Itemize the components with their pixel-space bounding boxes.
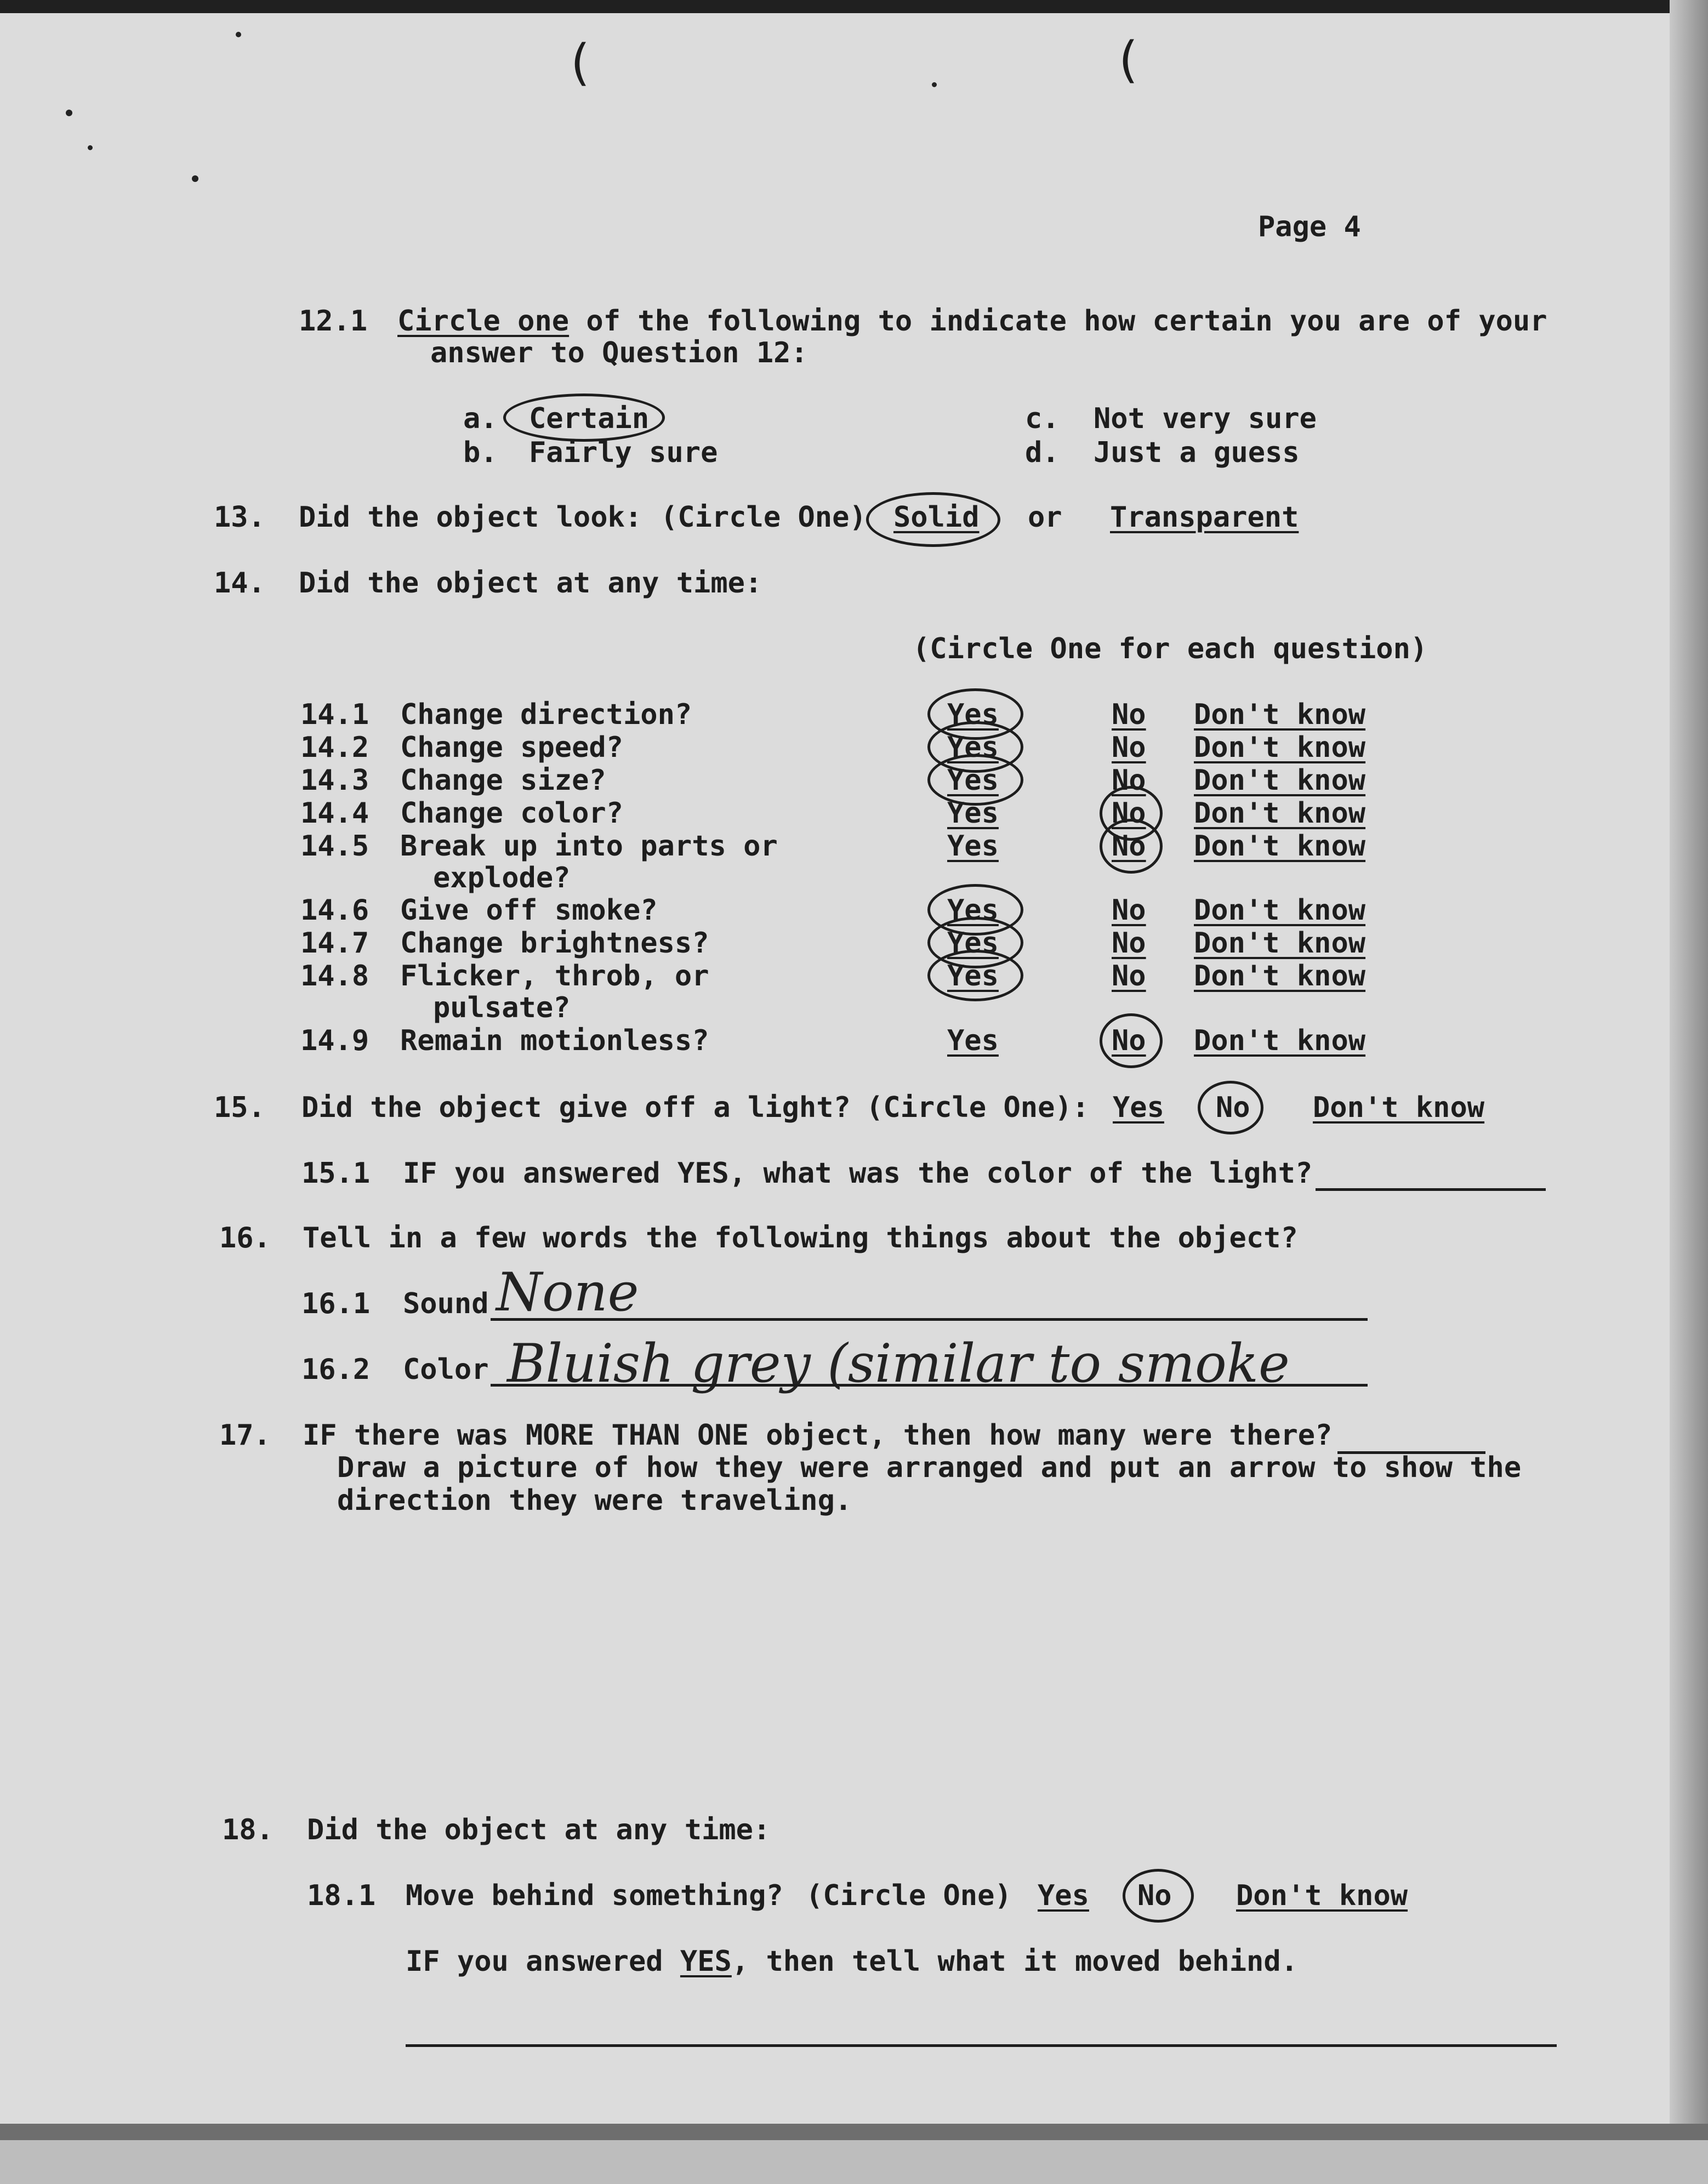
- q14-row-option-no[interactable]: No: [1112, 927, 1146, 960]
- q14-row-option-dont-know[interactable]: Don't know: [1194, 797, 1366, 830]
- q18-followup-prefix: IF you answered: [406, 1945, 680, 1978]
- q16-1-number: 16.1: [301, 1287, 371, 1320]
- q14-row-number: 14.7: [300, 927, 369, 960]
- q13-option-solid[interactable]: Solid: [893, 501, 980, 534]
- q12-1-option-b-letter: b.: [463, 436, 498, 469]
- q15-option-no[interactable]: No: [1216, 1091, 1250, 1124]
- q18-number: 18.: [222, 1814, 274, 1846]
- q14-row-number: 14.9: [300, 1024, 369, 1057]
- q14-instruction: (Circle One for each question): [913, 632, 1428, 665]
- q15-option-yes[interactable]: Yes: [1113, 1091, 1164, 1124]
- scan-border-bottom: [0, 2140, 1708, 2184]
- scan-border-right: [1670, 0, 1708, 2184]
- scan-speck: [66, 110, 72, 116]
- punch-mark-left: (: [565, 34, 595, 92]
- q16-number: 16.: [219, 1222, 271, 1254]
- q14-row-selection-circle: [927, 950, 1023, 1001]
- q17-drawing-area[interactable]: [301, 1529, 1535, 1787]
- q14-row-option-dont-know[interactable]: Don't know: [1194, 1024, 1366, 1057]
- q13-number: 13.: [214, 501, 265, 534]
- q12-1-number: 12.1: [299, 305, 368, 338]
- q14-row-number: 14.8: [300, 960, 369, 993]
- q14-row-label: Remain motionless?: [400, 1024, 709, 1057]
- q14-row-option-yes[interactable]: Yes: [947, 764, 999, 797]
- q14-row-selection-circle: [1100, 819, 1163, 874]
- q15-number: 15.: [214, 1091, 265, 1124]
- q14-row-option-no[interactable]: No: [1112, 764, 1146, 797]
- q14-row-option-dont-know[interactable]: Don't know: [1194, 764, 1366, 797]
- q14-row-label: Change speed?: [400, 731, 623, 764]
- q18-1-question: Move behind something?: [406, 1879, 783, 1912]
- q15-1-answer-line[interactable]: [1316, 1188, 1546, 1191]
- q14-row-number: 14.1: [300, 698, 369, 731]
- q18-answer-line[interactable]: [406, 2044, 1557, 2047]
- q18-1-number: 18.1: [307, 1879, 376, 1912]
- q14-row-option-yes[interactable]: Yes: [947, 927, 999, 960]
- q14-row-label: Give off smoke?: [400, 894, 658, 927]
- q14-row-number: 14.3: [300, 764, 369, 797]
- q14-row-option-no[interactable]: No: [1112, 960, 1146, 993]
- q14-row-option-yes[interactable]: Yes: [947, 894, 999, 927]
- q17-line2: Draw a picture of how they were arranged and put an arrow to show the: [337, 1451, 1522, 1484]
- scan-speck: [192, 175, 198, 182]
- q14-row-option-no[interactable]: No: [1112, 894, 1146, 927]
- q16-1-handwritten-answer: None: [496, 1262, 639, 1323]
- q14-row-option-dont-know[interactable]: Don't know: [1194, 927, 1366, 960]
- q16-2-label: Color: [403, 1353, 489, 1386]
- scan-border-top: [0, 0, 1708, 13]
- q18-1-option-no[interactable]: No: [1137, 1879, 1172, 1912]
- q15-1-question: IF you answered YES, what was the color of the light?: [403, 1157, 1313, 1190]
- q12-1-option-d-letter: d.: [1025, 436, 1060, 469]
- q14-row-option-no[interactable]: No: [1112, 1024, 1146, 1057]
- q14-row-option-no[interactable]: No: [1112, 698, 1146, 731]
- q15-selection-circle: [1198, 1081, 1263, 1134]
- q13-option-transparent[interactable]: Transparent: [1110, 501, 1299, 534]
- q14-row-label: Change size?: [400, 764, 606, 797]
- q12-1-circle-one: Circle one: [397, 305, 570, 338]
- q14-row-option-no[interactable]: No: [1112, 797, 1146, 830]
- q12-1-selection-circle: [503, 394, 665, 442]
- q16-1-answer-line[interactable]: [491, 1318, 1368, 1321]
- q12-1-option-a[interactable]: Certain: [529, 402, 650, 435]
- q14-row-label: Change color?: [400, 797, 623, 830]
- q16-2-answer-line[interactable]: [491, 1384, 1368, 1387]
- q12-1-question-rest: of the following to indicate how certain you are of your: [569, 305, 1547, 338]
- q14-row-option-yes[interactable]: Yes: [947, 797, 999, 830]
- q12-1-option-b[interactable]: Fairly sure: [529, 436, 718, 469]
- q14-row-option-dont-know[interactable]: Don't know: [1194, 960, 1366, 993]
- q14-row-label: Change direction?: [400, 698, 692, 731]
- q13-instruction: (Circle One): [661, 501, 867, 534]
- q14-question: Did the object at any time:: [299, 567, 762, 600]
- q18-1-option-dont-know[interactable]: Don't know: [1236, 1879, 1408, 1912]
- q14-row-option-dont-know[interactable]: Don't know: [1194, 894, 1366, 927]
- scan-speck: [236, 32, 241, 37]
- q14-row-number: 14.4: [300, 797, 369, 830]
- q14-number: 14.: [214, 567, 265, 600]
- q14-row-option-yes[interactable]: Yes: [947, 1024, 999, 1057]
- q14-row-option-yes[interactable]: Yes: [947, 731, 999, 764]
- q14-row-number: 14.5: [300, 830, 369, 863]
- q12-1-question-line2: answer to Question 12:: [430, 337, 808, 369]
- q17-line3: direction they were traveling.: [337, 1484, 852, 1517]
- scan-speck: [932, 82, 937, 87]
- q18-1-option-yes[interactable]: Yes: [1038, 1879, 1089, 1912]
- q14-row-option-dont-know[interactable]: Don't know: [1194, 698, 1366, 731]
- page-number: Page 4: [1258, 210, 1361, 243]
- scan-border-bottom-shadow: [0, 2124, 1708, 2140]
- q14-row-number: 14.6: [300, 894, 369, 927]
- q14-row-number: 14.2: [300, 731, 369, 764]
- q16-question: Tell in a few words the following things about the object?: [303, 1222, 1298, 1254]
- q15-1-number: 15.1: [301, 1157, 371, 1190]
- q18-followup-yes: YES: [680, 1945, 732, 1978]
- q16-1-label: Sound: [403, 1287, 489, 1320]
- q16-2-number: 16.2: [301, 1353, 371, 1386]
- q12-1-option-c[interactable]: Not very sure: [1094, 402, 1317, 435]
- q14-row-option-yes[interactable]: Yes: [947, 960, 999, 993]
- q15-instruction: (Circle One):: [866, 1091, 1089, 1124]
- q15-question: Did the object give off a light?: [301, 1091, 851, 1124]
- q12-1-option-d[interactable]: Just a guess: [1094, 436, 1300, 469]
- q14-row-selection-circle: [1100, 1013, 1163, 1068]
- scan-speck: [88, 145, 93, 150]
- q14-row-label: Break up into parts or: [400, 830, 778, 863]
- q16-2-handwritten-answer: Bluish grey (similar to smoke: [507, 1333, 1290, 1394]
- q13-question: Did the object look:: [299, 501, 642, 534]
- q14-row-label-continued: explode?: [433, 862, 571, 894]
- q12-1-option-c-letter: c.: [1025, 402, 1060, 435]
- q14-row-option-yes[interactable]: Yes: [947, 830, 999, 863]
- q17-line1: IF there was MORE THAN ONE object, then how many were there?: [303, 1419, 1333, 1452]
- q14-row-label: Flicker, throb, or: [400, 960, 709, 993]
- q14-row-option-no[interactable]: No: [1112, 731, 1146, 764]
- q15-option-dont-know[interactable]: Don't know: [1313, 1091, 1485, 1124]
- q18-1-selection-circle: [1123, 1869, 1194, 1923]
- q18-followup: [406, 1947, 1298, 1976]
- q18-1-instruction: (Circle One): [806, 1879, 1012, 1912]
- q12-1-question: [397, 305, 1547, 338]
- q14-row-option-no[interactable]: No: [1112, 830, 1146, 863]
- q14-row-label: Change brightness?: [400, 927, 709, 960]
- q12-1-option-a-letter: a.: [463, 402, 498, 435]
- q14-row-option-yes[interactable]: Yes: [947, 698, 999, 731]
- punch-mark-right: (: [1113, 31, 1143, 89]
- q18-followup-rest: , then tell what it moved behind.: [731, 1945, 1298, 1978]
- q14-row-option-dont-know[interactable]: Don't know: [1194, 731, 1366, 764]
- q13-connector: or: [1028, 501, 1062, 534]
- q14-row-option-dont-know[interactable]: Don't know: [1194, 830, 1366, 863]
- q18-question: Did the object at any time:: [307, 1814, 771, 1846]
- q14-row-label-continued: pulsate?: [433, 991, 571, 1024]
- q17-number: 17.: [219, 1419, 271, 1452]
- q13-selection-circle: [866, 492, 1000, 547]
